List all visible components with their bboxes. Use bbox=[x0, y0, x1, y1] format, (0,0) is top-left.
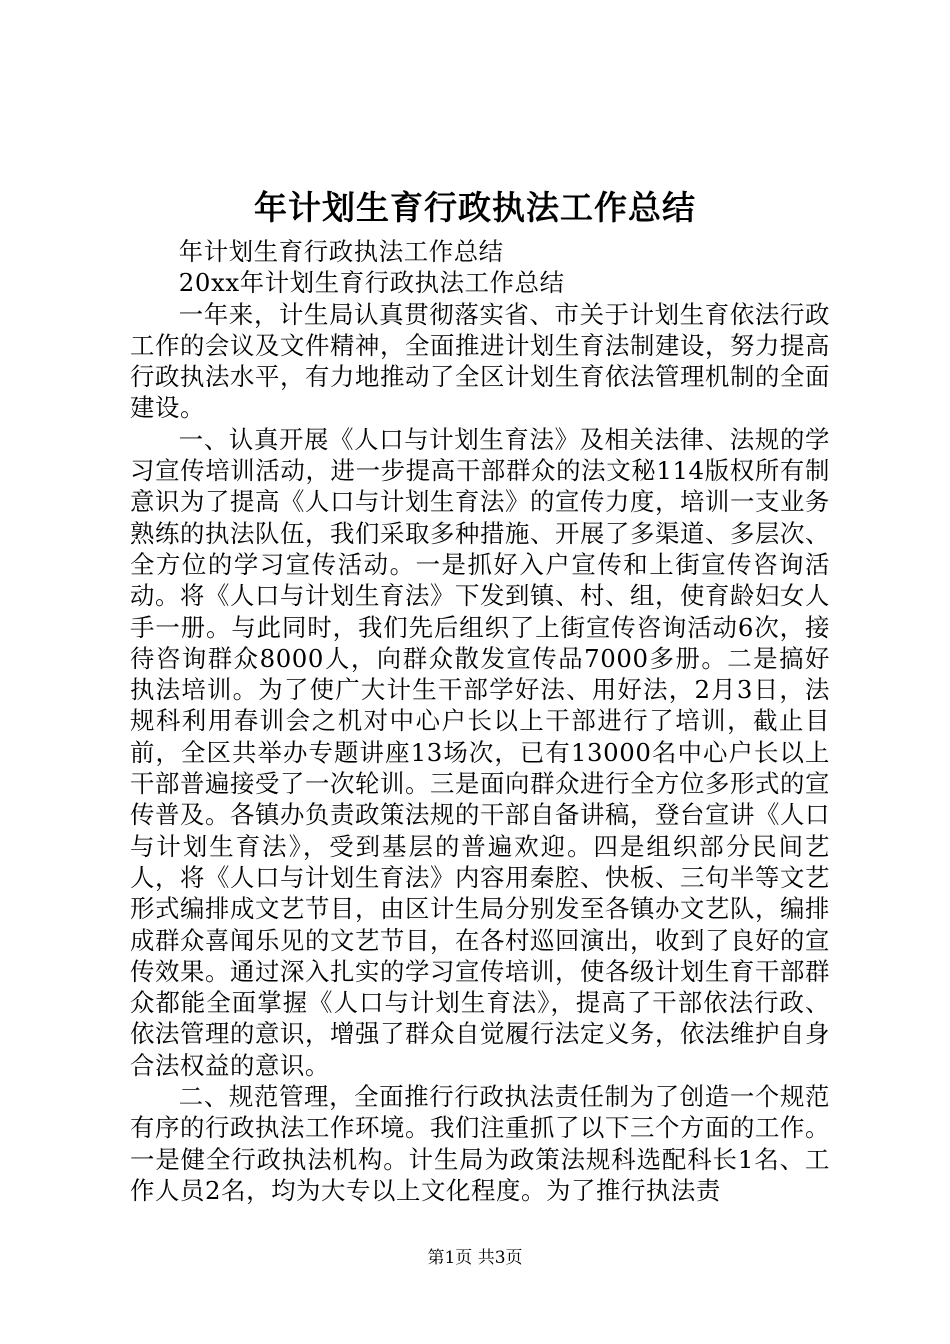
document-title: 年计划生育行政执法工作总结 bbox=[254, 188, 696, 227]
paragraph-section-one: 一、认真开展《人口与计划生育法》及相关法律、法规的学习宣传培训活动，进一步提高干部群众的法文秘114版权所有制意识为了提高《人口与计划生育法》的宣传力度，培训一支业务熟练的执法队伍，我们采取多种措施、开展了多渠道、多层次、全方位的学习宣传活动。一是抓好入户宣传和上街宣传咨询活动。将《人口与计划生育法》下发到镇、村、组，使育龄妇女人手一册。与此同时，我们先后组织了上街宣传咨询活动6次，接待咨询群众8000人，向群众散发宣传品7000多册。二是搞好执法培训。为了使广大计生干部学好法、用好法，2月3日，法规科利用春训会之机对中心户长以上干部进行了培训，截止目前，全区共举办专题讲座13场次，已有13000名中心户长以上干部普遍接受了一次轮训。三是面向群众进行全方位多形式的宣传普及。各镇办负责政策法规的干部自备讲稿，登台宣讲《人口与计划生育法》，受到基层的普遍欢迎。四是组织部分民间艺人，将《人口与计划生育法》内容用秦腔、快板、三句半等文艺形式编排成文艺节目，由区计生局分别发至各镇办文艺队，编排成群众喜闻乐见的文艺节目，在各村巡回演出，收到了良好的宣传效果。通过深入扎实的学习宣传培训，使各级计划生育干部群众都能全面掌握《人口与计划生育法》，提高了干部依法行政、依法管理的意识，增强了群众自觉履行法定义务，依法维护自身合法权益的意识。 bbox=[130, 424, 830, 1080]
paragraph-section-two: 二、规范管理，全面推行行政执法责任制为了创造一个规范有序的行政执法工作环境。我们注重抓了以下三个方面的工作。一是健全行政执法机构。计生局为政策法规科选配科长1名、工作人员2名，均为大专以上文化程度。为了推行执法责 bbox=[130, 1082, 830, 1205]
paragraph-year-title: 20xx年计划生育行政执法工作总结 bbox=[178, 268, 565, 298]
page-number-footer: 第1页 共3页 bbox=[427, 1248, 523, 1268]
paragraph-subtitle: 年计划生育行政执法工作总结 bbox=[178, 237, 504, 266]
paragraph-intro: 一年来，计生局认真贯彻落实省、市关于计划生育依法行政工作的会议及文件精神，全面推进计划生育法制建设，努力提高行政执法水平，有力地推动了全区计划生育依法管理机制的全面建设。 bbox=[130, 299, 830, 423]
document-body bbox=[130, 236, 830, 1206]
